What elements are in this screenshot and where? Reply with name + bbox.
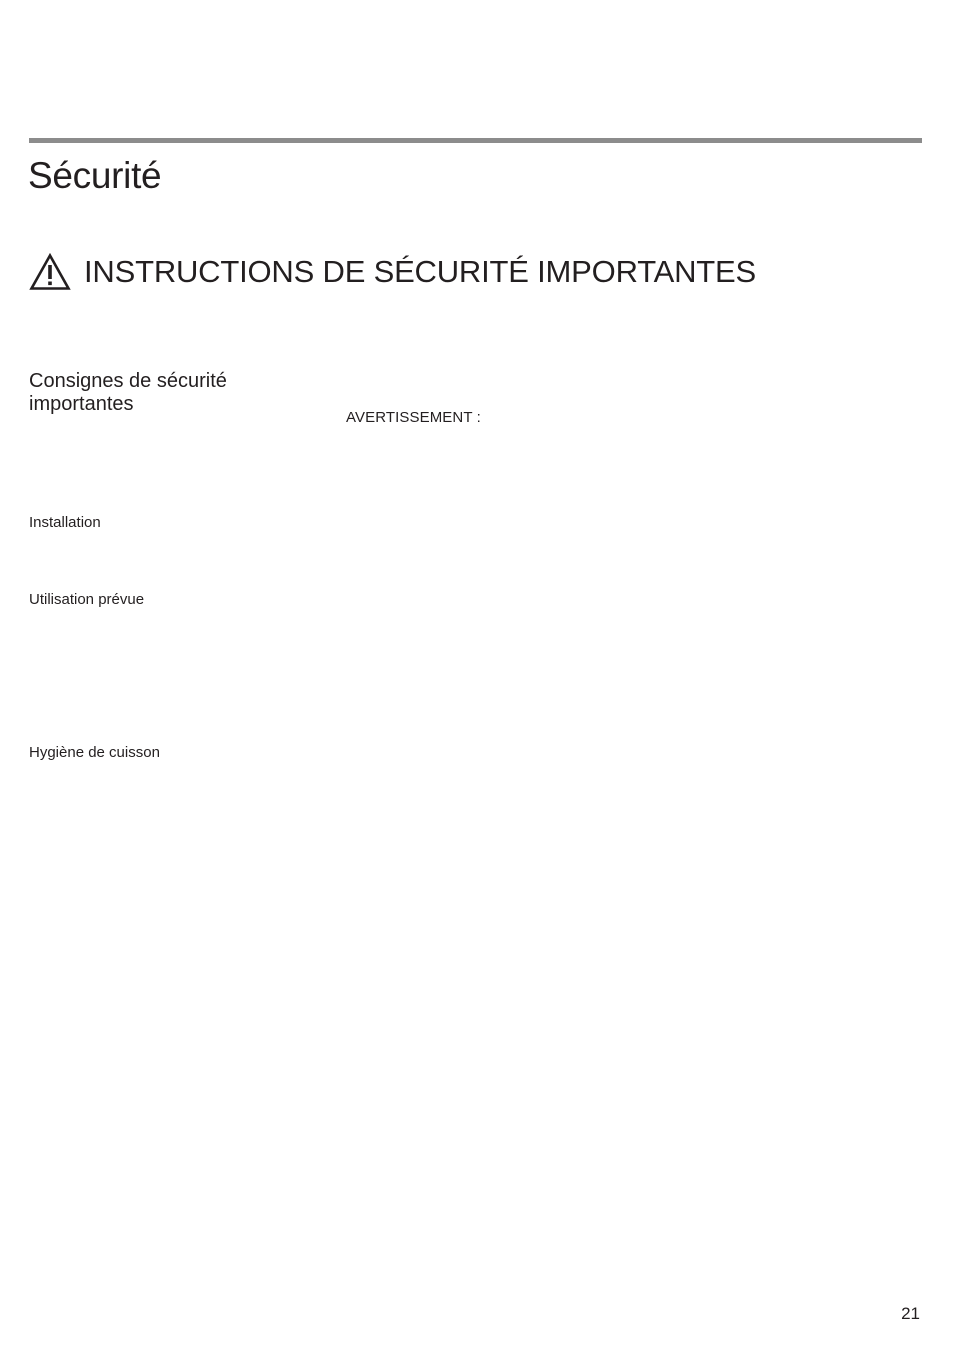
page-number: 21 [901,1304,920,1323]
warning-triangle-icon [29,253,71,291]
side-label-installation: Installation [29,514,101,531]
side-label-intended-use: Utilisation prévue [29,591,145,608]
top-divider [29,138,922,143]
subheading-line-2: importantes [29,393,134,415]
section-heading-text: INSTRUCTIONS DE SÉCURITÉ IMPORTANTES [84,254,756,289]
warning-label: AVERTISSEMENT : [346,409,481,426]
page-title: Sécurité [28,155,162,196]
section-heading [29,250,756,294]
side-label-cooking-hygiene: Hygiène de cuisson [29,744,160,761]
subheading [29,370,309,416]
subheading-line-1: Consignes de sécurité [29,370,227,392]
